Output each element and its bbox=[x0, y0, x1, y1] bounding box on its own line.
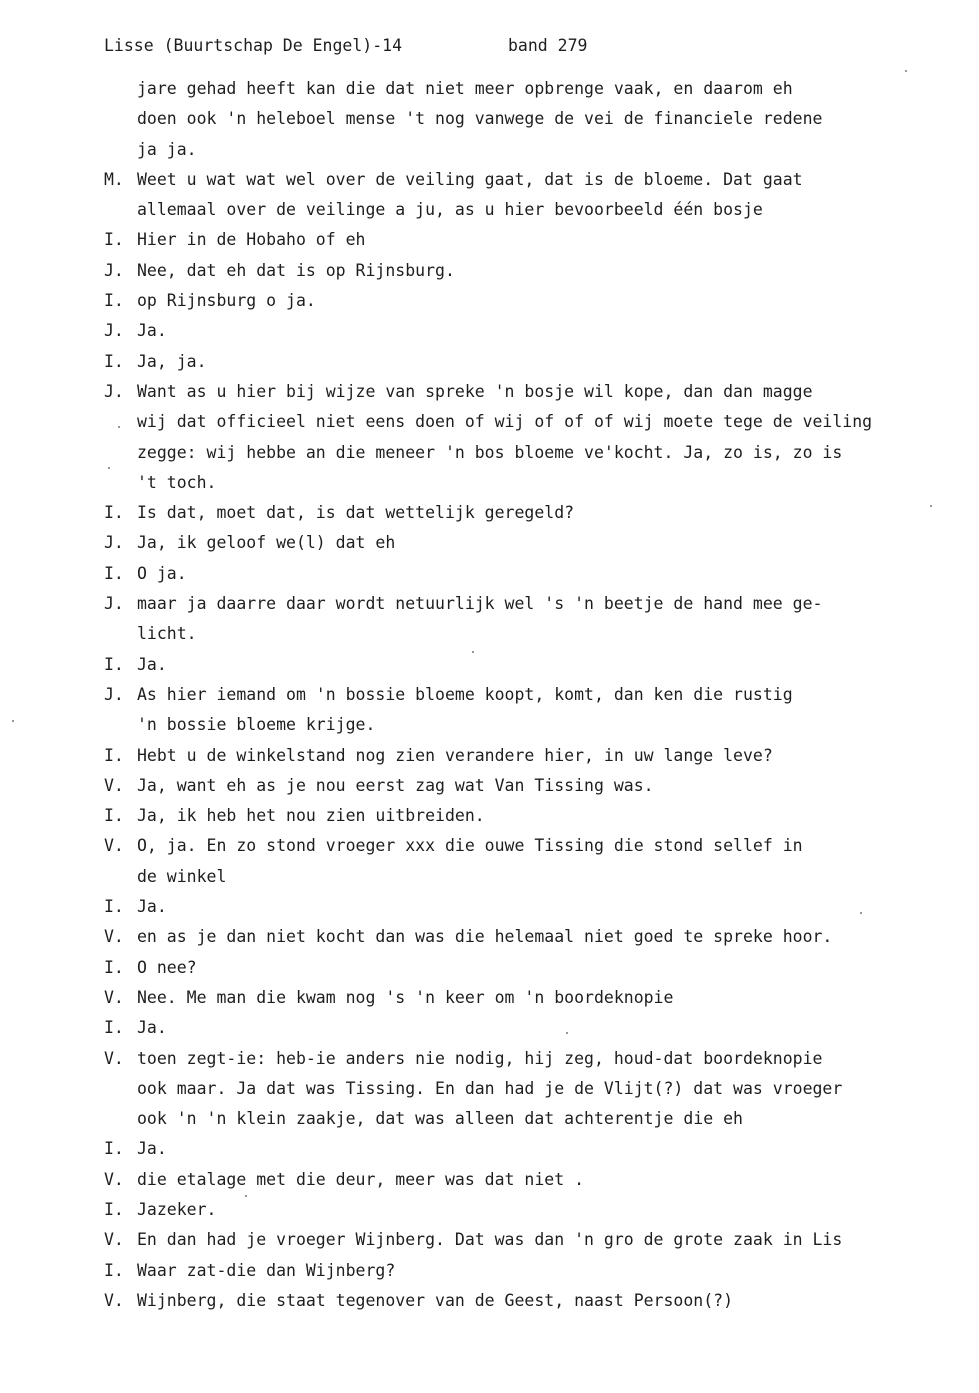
utterance-text: de winkel bbox=[137, 866, 227, 886]
transcript-line bbox=[0, 286, 979, 316]
transcript-line bbox=[0, 165, 979, 195]
speaker-label: V. bbox=[104, 927, 124, 947]
transcript-line bbox=[0, 316, 979, 346]
transcript-line bbox=[0, 1256, 979, 1286]
transcript-line bbox=[0, 801, 979, 831]
utterance-text: Weet u wat wat wel over de veiling gaat, dat is de bloeme. Dat gaat bbox=[137, 169, 803, 189]
speaker-label: I. bbox=[104, 351, 124, 371]
utterance-text: ook maar. Ja dat was Tissing. En dan had je de Vlijt(?) dat was vroeger bbox=[137, 1078, 843, 1098]
transcript-line bbox=[0, 468, 979, 498]
utterance-text: en as je dan niet kocht dan was die helemaal niet goed te spreke hoor. bbox=[137, 927, 833, 947]
speaker-label: I. bbox=[104, 1260, 124, 1280]
transcript-line bbox=[0, 195, 979, 225]
speaker-label: V. bbox=[104, 1169, 124, 1189]
transcript-line bbox=[0, 74, 979, 104]
speaker-label: V. bbox=[104, 1230, 124, 1250]
speaker-label: V. bbox=[104, 775, 124, 795]
scan-speck bbox=[118, 426, 120, 428]
transcript-line bbox=[0, 1044, 979, 1074]
transcript-line bbox=[0, 831, 979, 861]
utterance-text: Nee. Me man die kwam nog 's 'n keer om 'n boordeknopie bbox=[137, 987, 674, 1007]
utterance-text: wij dat officieel niet eens doen of wij of of of wij moete tege de veiling bbox=[137, 412, 873, 432]
utterance-text: O nee? bbox=[137, 957, 197, 977]
transcript-line bbox=[0, 1013, 979, 1043]
scan-speck bbox=[566, 1032, 568, 1034]
transcript-line bbox=[0, 225, 979, 255]
speaker-label: I. bbox=[104, 1139, 124, 1159]
speaker-label: V. bbox=[104, 1048, 124, 1068]
page-header bbox=[104, 34, 588, 58]
speaker-label: J. bbox=[104, 533, 124, 553]
utterance-text: toen zegt-ie: heb-ie anders nie nodig, hij zeg, houd-dat boordeknopie bbox=[137, 1048, 823, 1068]
utterance-text: Hebt u de winkelstand nog zien verandere hier, in uw lange leve? bbox=[137, 745, 773, 765]
utterance-text: Hier in de Hobaho of eh bbox=[137, 230, 366, 250]
utterance-text: Ja. bbox=[137, 654, 167, 674]
transcript-line bbox=[0, 1134, 979, 1164]
speaker-label: J. bbox=[104, 321, 124, 341]
transcript-line bbox=[0, 1225, 979, 1255]
utterance-text: 'n bossie bloeme krijge. bbox=[137, 715, 376, 735]
scan-speck bbox=[245, 1195, 247, 1197]
utterance-text: Is dat, moet dat, is dat wettelijk geregeld? bbox=[137, 503, 575, 523]
transcript-line bbox=[0, 922, 979, 952]
transcript-line bbox=[0, 650, 979, 680]
transcript bbox=[0, 74, 979, 1316]
speaker-label: V. bbox=[104, 987, 124, 1007]
transcript-line bbox=[0, 528, 979, 558]
utterance-text: Ja. bbox=[137, 321, 167, 341]
transcript-line bbox=[0, 1195, 979, 1225]
speaker-label: I. bbox=[104, 503, 124, 523]
transcript-line bbox=[0, 710, 979, 740]
document-title: Lisse (Buurtschap De Engel)-14 bbox=[104, 36, 403, 55]
speaker-label: I. bbox=[104, 291, 124, 311]
transcript-line bbox=[0, 953, 979, 983]
utterance-text: Ja, ik geloof we(l) dat eh bbox=[137, 533, 396, 553]
utterance-text: ook 'n 'n klein zaakje, dat was alleen dat achterentje die eh bbox=[137, 1109, 743, 1129]
scan-speck bbox=[12, 720, 14, 722]
utterance-text: Waar zat-die dan Wijnberg? bbox=[137, 1260, 396, 1280]
transcript-line bbox=[0, 1165, 979, 1195]
utterance-text: Ja. bbox=[137, 1018, 167, 1038]
utterance-text: licht. bbox=[137, 624, 197, 644]
transcript-line bbox=[0, 619, 979, 649]
utterance-text: O ja. bbox=[137, 563, 187, 583]
speaker-label: J. bbox=[104, 381, 124, 401]
utterance-text: ja ja. bbox=[137, 139, 197, 159]
transcript-line bbox=[0, 135, 979, 165]
speaker-label: M. bbox=[104, 169, 124, 189]
utterance-text: zegge: wij hebbe an die meneer 'n bos bloeme ve'kocht. Ja, zo is, zo is bbox=[137, 442, 843, 462]
scan-speck bbox=[860, 912, 862, 914]
utterance-text: Ja, ik heb het nou zien uitbreiden. bbox=[137, 806, 485, 826]
transcript-line bbox=[0, 892, 979, 922]
utterance-text: O, ja. En zo stond vroeger xxx die ouwe Tissing die stond sellef in bbox=[137, 836, 803, 856]
scan-speck bbox=[108, 467, 110, 469]
utterance-text: Wijnberg, die staat tegenover van de Geest, naast Persoon(?) bbox=[137, 1290, 734, 1310]
transcript-line bbox=[0, 680, 979, 710]
speaker-label: I. bbox=[104, 1199, 124, 1219]
speaker-label: J. bbox=[104, 684, 124, 704]
transcript-line bbox=[0, 983, 979, 1013]
transcript-line bbox=[0, 1074, 979, 1104]
utterance-text: maar ja daarre daar wordt netuurlijk wel 's 'n beetje de hand mee ge- bbox=[137, 594, 823, 614]
utterance-text: jare gehad heeft kan die dat niet meer opbrenge vaak, en daarom eh bbox=[137, 79, 793, 98]
speaker-label: I. bbox=[104, 654, 124, 674]
speaker-label: I. bbox=[104, 230, 124, 250]
speaker-label: I. bbox=[104, 957, 124, 977]
utterance-text: Nee, dat eh dat is op Rijnsburg. bbox=[137, 260, 455, 280]
utterance-text: 't toch. bbox=[137, 472, 217, 492]
transcript-line bbox=[0, 498, 979, 528]
utterance-text: Ja. bbox=[137, 897, 167, 917]
speaker-label: I. bbox=[104, 563, 124, 583]
transcript-line bbox=[0, 104, 979, 134]
utterance-text: op Rijnsburg o ja. bbox=[137, 291, 316, 311]
speaker-label: V. bbox=[104, 1290, 124, 1310]
speaker-label: I. bbox=[104, 1018, 124, 1038]
utterance-text: Ja. bbox=[137, 1139, 167, 1159]
utterance-text: En dan had je vroeger Wijnberg. Dat was dan 'n gro de grote zaak in Lis bbox=[137, 1230, 843, 1250]
transcript-line bbox=[0, 438, 979, 468]
transcript-line bbox=[0, 559, 979, 589]
transcript-line bbox=[0, 407, 979, 437]
transcript-line bbox=[0, 377, 979, 407]
scan-speck bbox=[930, 505, 932, 507]
transcript-line bbox=[0, 741, 979, 771]
utterance-text: die etalage met die deur, meer was dat niet . bbox=[137, 1169, 585, 1189]
utterance-text: As hier iemand om 'n bossie bloeme koopt, komt, dan ken die rustig bbox=[137, 684, 793, 704]
transcript-line bbox=[0, 256, 979, 286]
transcript-line bbox=[0, 1104, 979, 1134]
transcript-line bbox=[0, 771, 979, 801]
utterance-text: Ja, want eh as je nou eerst zag wat Van Tissing was. bbox=[137, 775, 654, 795]
speaker-label: J. bbox=[104, 260, 124, 280]
transcript-line bbox=[0, 589, 979, 619]
scan-speck bbox=[905, 70, 907, 72]
band-number: band 279 bbox=[508, 36, 588, 55]
utterance-text: Want as u hier bij wijze van spreke 'n bosje wil kope, dan dan magge bbox=[137, 381, 813, 401]
speaker-label: I. bbox=[104, 745, 124, 765]
speaker-label: V. bbox=[104, 836, 124, 856]
speaker-label: J. bbox=[104, 594, 124, 614]
utterance-text: allemaal over de veilinge a ju, as u hier bevoorbeeld één bosje bbox=[137, 200, 763, 220]
transcript-line bbox=[0, 347, 979, 377]
utterance-text: Ja, ja. bbox=[137, 351, 207, 371]
transcript-line bbox=[0, 862, 979, 892]
scan-speck bbox=[472, 651, 474, 653]
utterance-text: doen ook 'n heleboel mense 't nog vanwege de vei de financiele redene bbox=[137, 109, 823, 129]
speaker-label: I. bbox=[104, 897, 124, 917]
speaker-label: I. bbox=[104, 806, 124, 826]
utterance-text: Jazeker. bbox=[137, 1199, 217, 1219]
transcript-line bbox=[0, 1286, 979, 1316]
